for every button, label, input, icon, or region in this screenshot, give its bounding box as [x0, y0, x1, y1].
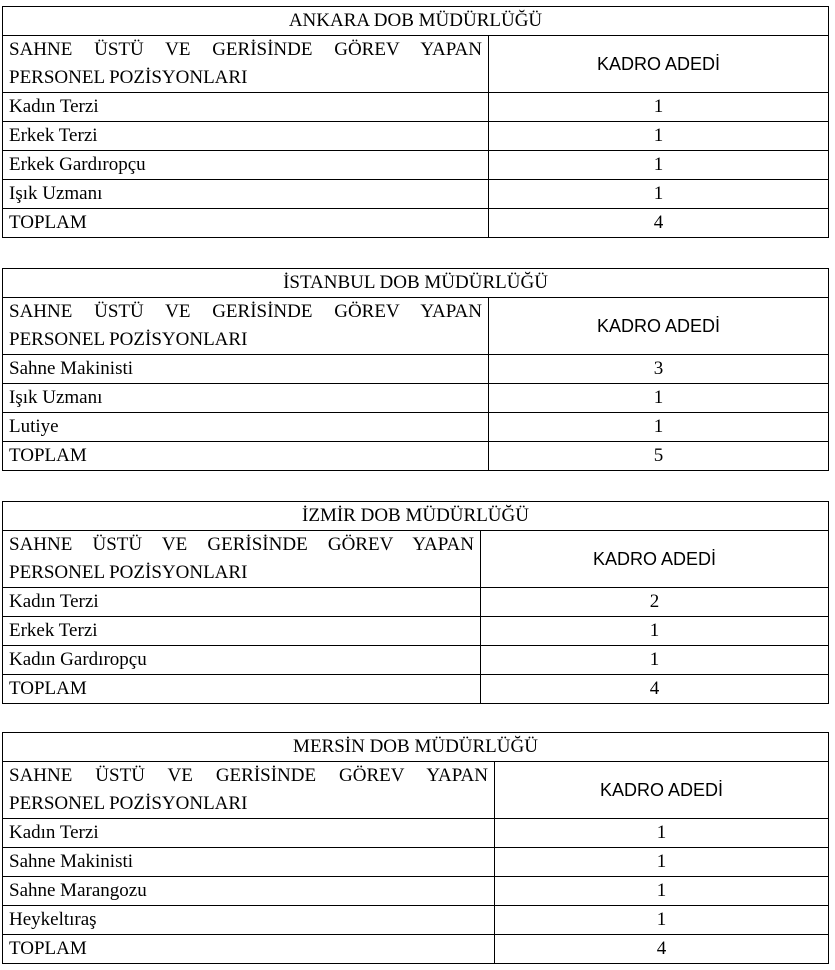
position-cell: Heykeltıraş	[3, 906, 495, 935]
count-cell: 2	[481, 588, 829, 617]
table-row	[3, 848, 829, 877]
table-row	[3, 355, 829, 384]
position-cell: Erkek Terzi	[3, 617, 481, 646]
count-cell: 1	[495, 877, 829, 906]
table-row	[3, 413, 829, 442]
table-row	[3, 819, 829, 848]
count-cell: 1	[495, 848, 829, 877]
table-row	[3, 384, 829, 413]
total-row	[3, 675, 829, 704]
position-cell: Işık Uzmanı	[3, 384, 489, 413]
count-cell: 1	[481, 646, 829, 675]
total-count: 5	[489, 442, 829, 471]
count-cell: 1	[481, 617, 829, 646]
position-cell: Kadın Terzi	[3, 93, 489, 122]
izmir-table	[2, 501, 829, 704]
count-cell: 1	[495, 819, 829, 848]
count-cell: 3	[489, 355, 829, 384]
positions-header	[3, 531, 481, 588]
total-row	[3, 442, 829, 471]
count-cell: 1	[489, 151, 829, 180]
positions-header-line1: SAHNE ÜSTÜ VE GERİSİNDE GÖREV YAPAN	[9, 39, 482, 60]
table-row	[3, 877, 829, 906]
table-row	[3, 588, 829, 617]
positions-header-line2: PERSONEL POZİSYONLARI	[9, 562, 248, 583]
positions-header-line2: PERSONEL POZİSYONLARI	[9, 329, 248, 350]
position-cell: Kadın Gardıropçu	[3, 646, 481, 675]
position-cell: Işık Uzmanı	[3, 180, 489, 209]
table-row	[3, 646, 829, 675]
table-row	[3, 617, 829, 646]
positions-header-line2: PERSONEL POZİSYONLARI	[9, 793, 248, 814]
count-cell: 1	[489, 384, 829, 413]
table-title: İSTANBUL DOB MÜDÜRLÜĞÜ	[3, 269, 829, 298]
positions-header-line1: SAHNE ÜSTÜ VE GERİSİNDE GÖREV YAPAN	[9, 765, 488, 786]
position-cell: Erkek Terzi	[3, 122, 489, 151]
total-label: TOPLAM	[3, 442, 489, 471]
total-count: 4	[495, 935, 829, 964]
table-row	[3, 93, 829, 122]
table-row	[3, 151, 829, 180]
position-cell: Erkek Gardıropçu	[3, 151, 489, 180]
ankara-table	[2, 6, 829, 238]
table-row	[3, 180, 829, 209]
total-row	[3, 935, 829, 964]
positions-header	[3, 36, 489, 93]
count-header: KADRO ADEDİ	[495, 762, 829, 819]
table-row	[3, 906, 829, 935]
mersin-table	[2, 732, 829, 964]
table-title: MERSİN DOB MÜDÜRLÜĞÜ	[3, 733, 829, 762]
positions-header	[3, 298, 489, 355]
count-cell: 1	[489, 93, 829, 122]
positions-header-line1: SAHNE ÜSTÜ VE GERİSİNDE GÖREV YAPAN	[9, 534, 474, 555]
count-header: KADRO ADEDİ	[481, 531, 829, 588]
total-label: TOPLAM	[3, 935, 495, 964]
count-header: KADRO ADEDİ	[489, 36, 829, 93]
positions-header-line1: SAHNE ÜSTÜ VE GERİSİNDE GÖREV YAPAN	[9, 301, 482, 322]
positions-header	[3, 762, 495, 819]
position-cell: Sahne Makinisti	[3, 355, 489, 384]
count-cell: 1	[489, 122, 829, 151]
table-title: İZMİR DOB MÜDÜRLÜĞÜ	[3, 502, 829, 531]
total-label: TOPLAM	[3, 675, 481, 704]
position-cell: Kadın Terzi	[3, 588, 481, 617]
position-cell: Sahne Marangozu	[3, 877, 495, 906]
count-header: KADRO ADEDİ	[489, 298, 829, 355]
total-label: TOPLAM	[3, 209, 489, 238]
total-count: 4	[481, 675, 829, 704]
table-row	[3, 122, 829, 151]
position-cell: Sahne Makinisti	[3, 848, 495, 877]
count-cell: 1	[495, 906, 829, 935]
position-cell: Lutiye	[3, 413, 489, 442]
istanbul-table	[2, 268, 829, 471]
position-cell: Kadın Terzi	[3, 819, 495, 848]
total-row	[3, 209, 829, 238]
table-title: ANKARA DOB MÜDÜRLÜĞÜ	[3, 7, 829, 36]
count-cell: 1	[489, 413, 829, 442]
total-count: 4	[489, 209, 829, 238]
count-cell: 1	[489, 180, 829, 209]
positions-header-line2: PERSONEL POZİSYONLARI	[9, 67, 248, 88]
